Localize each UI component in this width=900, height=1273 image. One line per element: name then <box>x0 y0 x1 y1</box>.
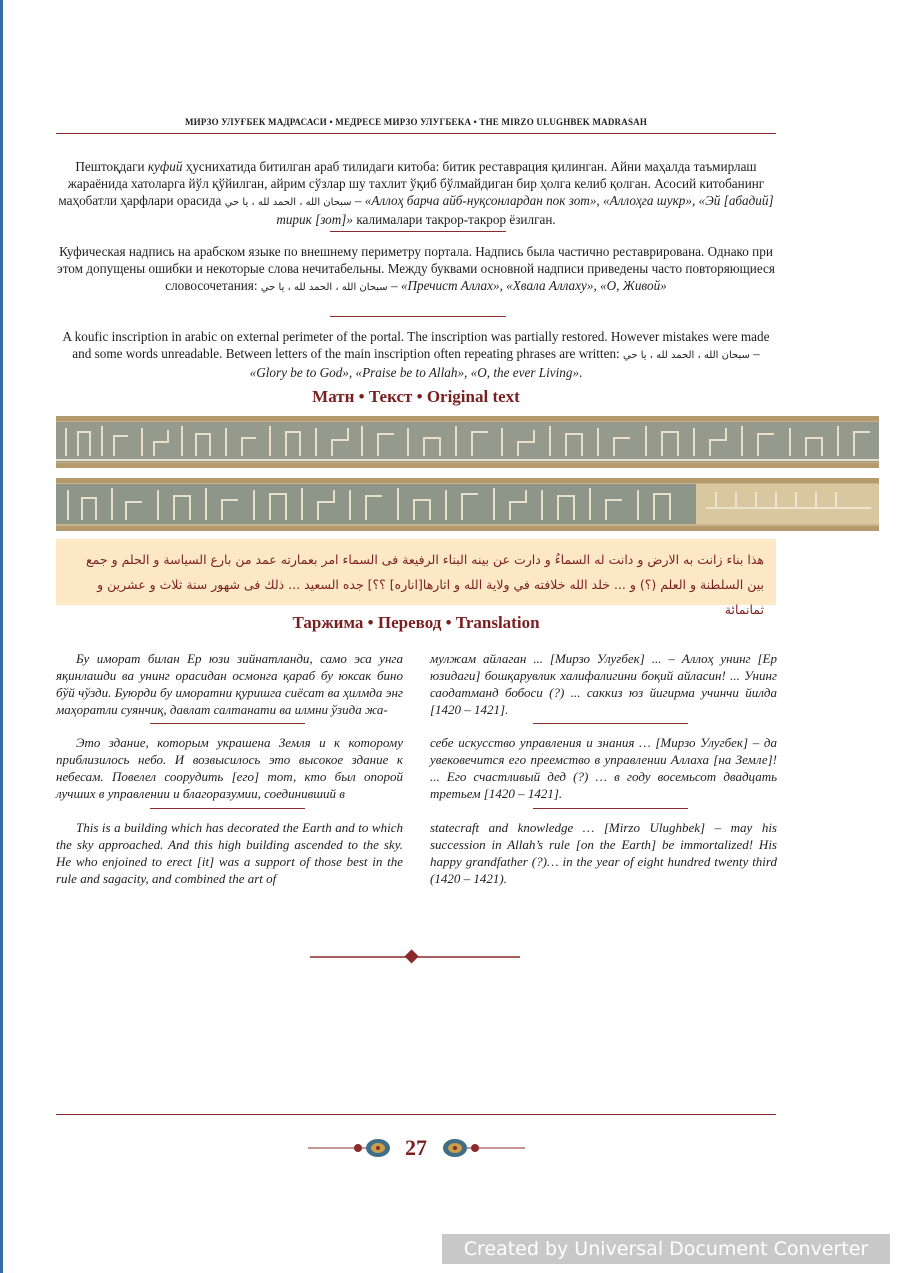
separator <box>533 723 688 724</box>
footer-rule <box>56 1114 776 1115</box>
separator <box>330 316 506 317</box>
arabic-transcription: هذا بناء زانت به الارض و دانت له السماءُ و دارت عن بينه البناء الرفيعة فى السماء امر بعمارته عمد من بارع السياسة و الحلم و جمع بين السلطنة و العلم (؟) و ... خلد الله خلافته في ولاية الله و اثارها[اناره] ؟؟] جده السعيد ... ذلك فى شهور سنة ثلاث و عشرين و ثمانمائة <box>56 539 776 605</box>
header-rule <box>56 133 776 134</box>
separator <box>150 808 305 809</box>
page-edge <box>0 0 3 1273</box>
intro-en: A koufic inscription in arabic on external perimeter of the portal. The inscription was partially restored. However mistakes were made and some words unreadable. Between letters of the main inscription often repeating phrases are written: سبحان الله ، الحمد لله ، يا حي – «Glory be to God», «Praise be to Allah», «O, the ever Living». <box>62 329 770 380</box>
diamond-divider <box>310 949 520 965</box>
intro-uz: Пештоқдаги куфий ҳуснихатида битилган араб тилидаги китоба: битик реставрация қилинган. Айни маҳалда таъмирлаш жараёнида хатоларга йўл қўйилган, айрим сўзлар шу тахлит ўқиб бўлмайдиган бир ҳолга келиб қолган. Асосий китобанинг маҳобатли ҳарфлари орасида سبحان الله ، الحمد لله ، يا حي – «Аллоҳ барча айб-нуқсонлардан пок зот», «Аллоҳга шукр», «Эй [абадий] тирик [зот]» калималари такрор-такрор ёзилган. <box>58 159 774 227</box>
translation-uz-right: мулжам айлаган ... [Мирзо Улуғбек] ... – Аллоҳ унинг [Ер юзидаги] бошқарувлик халифалигини боқий айласин! ... Унинг саодатманд бобоси (?) ... саккиз юз йигирма учинчи йилда [1420 – 1421]. <box>430 651 777 717</box>
translation-en-left: This is a building which has decorated the Earth and to which the sky approached. And this high building ascended to the sky. He who enjoined to erect [it] was a support of those best in the rule and sagacity, and combined the art of <box>56 820 403 886</box>
translation-en-right: statecraft and knowledge … [Mirzo Ulughbek] – may his succession in Allah’s rule [on the Earth] be immortalized! His happy grandfather (?)… in the year of eight hundred twenty third (1420 – 1421). <box>430 820 777 886</box>
inscription-photo-top <box>56 416 879 468</box>
heading-original-text: Матн • Текст • Original text <box>312 387 520 406</box>
separator <box>150 723 305 724</box>
separator <box>330 231 506 232</box>
footer-ornament-left-icon <box>308 1137 392 1164</box>
translation-ru-right: себе искусство управления и знания … [Мирзо Улугбек] – да увековечится его преемство в управлении Аллаха [на Земле]! ... Его счастливый дед (?) … в году восемьсот двадцать третьем [1420 – 1421]. <box>430 735 777 801</box>
converter-watermark: Created by Universal Document Converter <box>442 1234 890 1264</box>
intro-ru: Куфическая надпись на арабском языке по внешнему периметру портала. Надпись была частично реставрирована. Однако при этом допущены ошибки и некоторые слова нечитабельны. Между буквами основной надписи приведены часто повторяющиеся словосочетания: سبحان الله ، الحمد لله ، يا حي – «Пречист Аллах», «Хвала Аллаху», «О, Живой» <box>57 244 775 293</box>
translation-uz-left: Бу иморат билан Ер юзи зийнатланди, само эса унга яқинлашди ва унинг орасидан осмонга қараб бу юксак бино бўй чўзди. Буюрди бу иморатни қуришга сиёсат ва ҳилмда энг маҳоратли суянчиқ, давлат салтанати ва илмни ўзида жа- <box>56 651 403 717</box>
inscription-photo-bottom <box>56 478 879 531</box>
translation-ru-left: Это здание, которым украшена Земля и к которому приблизилось небо. И возвысилось это высокое здание к небесам. Повелел соорудить [его] тот, кто был опорой лучших в управлении и благоразумии, соединивший в <box>56 735 403 801</box>
running-head: МИРЗО УЛУҒБЕК МАДРАСАСИ • МЕДРЕСЕ МИРЗО УЛУГБЕКА • THE MIRZO ULUGHBEK MADRASAH <box>184 117 648 127</box>
separator <box>533 808 688 809</box>
footer-ornament-right-icon <box>441 1137 525 1164</box>
page-number: 27 <box>405 1135 427 1160</box>
heading-translation: Таржима • Перевод • Translation <box>292 613 540 632</box>
